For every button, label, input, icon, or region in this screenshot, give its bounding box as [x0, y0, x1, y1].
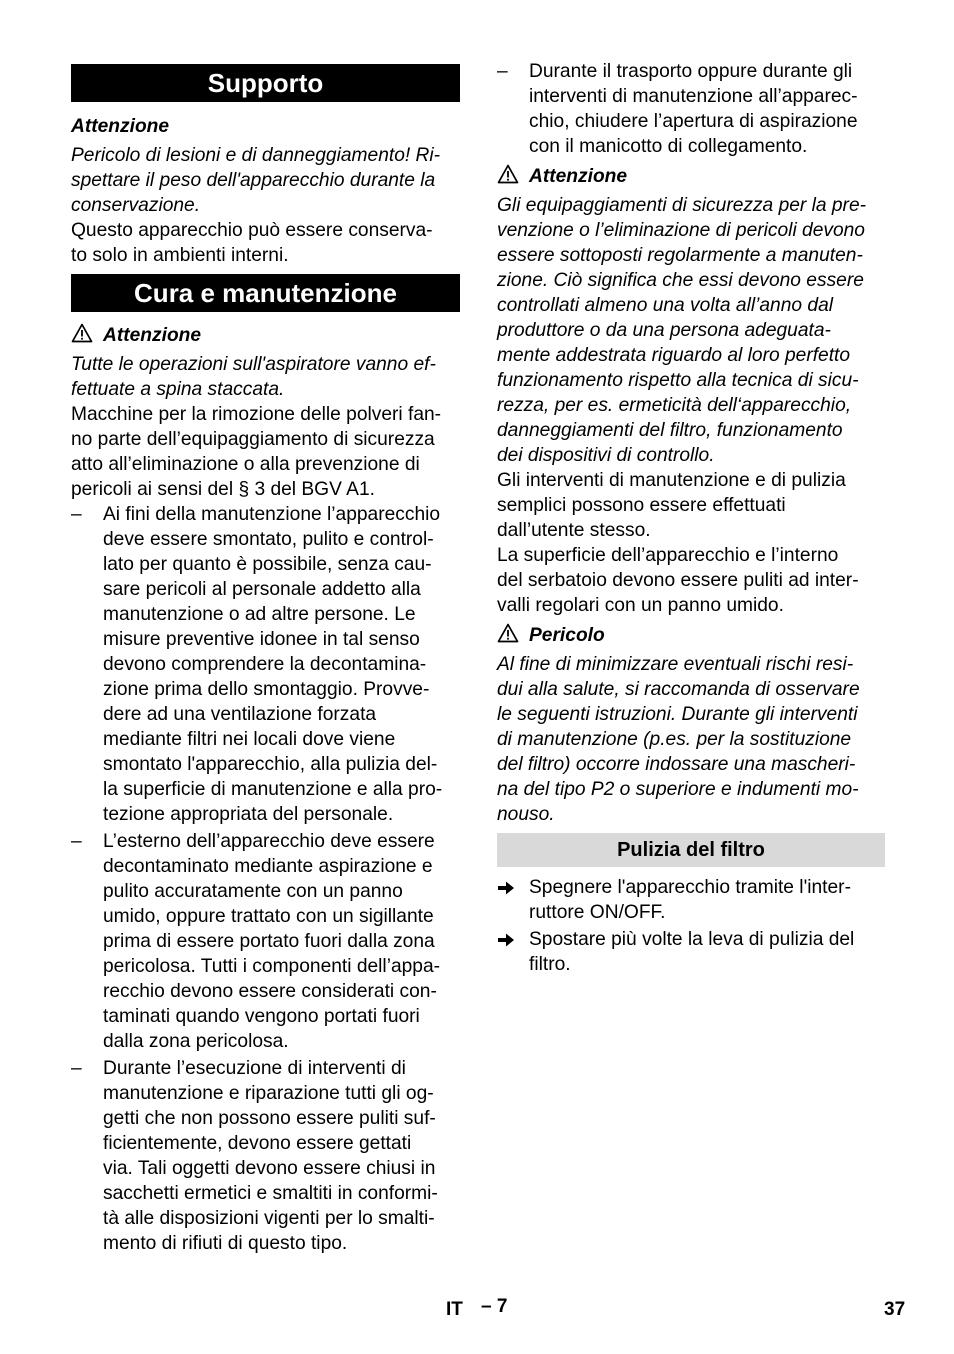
- caution-text: Pericolo di lesioni e di danneggiamento! Ri- spettare il peso dell'apparecchio durante la conservazione.: [71, 145, 441, 216]
- caution-text: Gli equipaggiamenti di sicurezza per la pre- venzione o l’eliminazione di pericoli devono essere sottoposti regolarmente a manuten- zione. Ciò significa che essi devono essere controllati almeno una volta all’anno dal produttore o da una persona adeguata- mente addestrata riguardo al loro perfetto funzionamento rispetto alla tecnica di sicu- rezza, per es. ermeticità dell‘apparecchio, danneggiamenti del filtro, funzionamento dei dispositivi di controllo.: [497, 195, 867, 466]
- danger-label-with-icon: Pericolo: [497, 623, 605, 648]
- footer-language: IT: [446, 1299, 463, 1320]
- dash-bullet: –: [71, 831, 82, 852]
- warning-triangle-icon: [497, 623, 519, 643]
- dash-bullet: –: [71, 504, 82, 525]
- caution-label-with-icon: Attenzione: [71, 323, 201, 348]
- arrow-right-icon: [497, 927, 521, 948]
- footer-page-label: – 7: [481, 1296, 508, 1317]
- arrow-right-icon: [497, 875, 521, 896]
- caution-text: Tutte le operazioni sull'aspiratore vanno ef- fettuate a spina staccata.: [71, 354, 436, 400]
- paragraph: Macchine per la rimozione delle polveri fan- no parte dell’equipaggiamento di sicurezza atto all’eliminazione o alla prevenzione di pericoli ai sensi del § 3 del BGV A1.: [71, 404, 442, 500]
- paragraph: Questo apparecchio può essere conserva- to solo in ambienti interni.: [71, 220, 433, 266]
- caution-label-with-icon: Attenzione: [497, 164, 627, 189]
- subsection-heading-pulizia: Pulizia del filtro: [497, 833, 885, 867]
- section-heading-cura: Cura e manutenzione: [71, 274, 460, 312]
- danger-text: Al fine di minimizzare eventuali rischi resi- dui alla salute, si raccomanda di osservare le seguenti istruzioni. Durante gli interventi di manutenzione (p.es. per la sostituzione del filtro) occorre indossare una mascheri- na del tipo P2 o superiore e indumenti mo- nouso.: [497, 654, 860, 825]
- section-heading-supporto: Supporto: [71, 64, 460, 102]
- warning-triangle-icon: [497, 164, 519, 184]
- footer-page-number: 37: [884, 1299, 906, 1320]
- dash-bullet: –: [71, 1058, 82, 1079]
- dash-bullet: –: [497, 61, 508, 82]
- paragraph: Gli interventi di manutenzione e di pulizia semplici possono essere effettuati dall’utente stesso. La superficie dell’apparecchio e l’interno del serbatoio devono essere puliti ad inter- valli regolari con un panno umido.: [497, 470, 859, 616]
- caution-label: Attenzione: [71, 116, 170, 137]
- warning-triangle-icon: [71, 323, 93, 343]
